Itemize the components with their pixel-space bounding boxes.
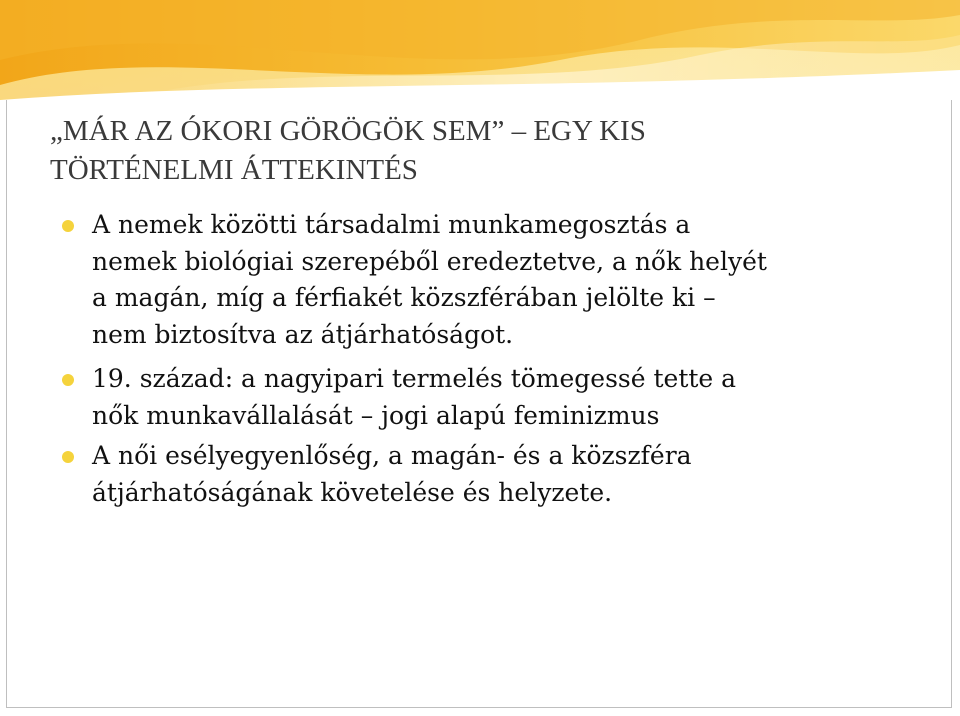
bullet-line: a magán, míg a férfiakét közszférában jelölte ki –: [92, 283, 716, 312]
title-line: TÖRTÉNELMI ÁTTEKINTÉS: [50, 154, 418, 186]
banner-graphic: [0, 0, 960, 110]
bullet-item: [62, 207, 922, 353]
bullet-line: nemek biológiai szerepéből eredeztetve, a nők helyét: [92, 246, 767, 276]
bullet-item: [62, 361, 922, 434]
bullet-line: A női esélyegyenlőség, a magán- és a közszféra: [92, 441, 692, 470]
title-line: „MÁR AZ ÓKORI GÖRÖGÖK SEM” – EGY KIS: [50, 115, 646, 147]
bullet-dot-icon: [62, 451, 74, 463]
decorative-banner: [0, 0, 960, 110]
bullet-line: 19. század: a nagyipari termelés tömegessé tette a: [92, 364, 737, 393]
bullet-line: A nemek közötti társadalmi munkamegosztás a: [92, 210, 691, 239]
bullet-list: [62, 207, 922, 515]
slide-title: [50, 112, 910, 190]
bullet-item: [62, 438, 922, 511]
bullet-line: átjárhatóságának követelése és helyzete.: [92, 477, 613, 507]
bullet-dot-icon: [62, 374, 74, 386]
bullet-line: nem biztosítva az átjárhatóságot.: [92, 319, 514, 349]
bullet-dot-icon: [62, 220, 74, 232]
bullet-line: nők munkavállalását – jogi alapú feminizmus: [92, 400, 660, 430]
